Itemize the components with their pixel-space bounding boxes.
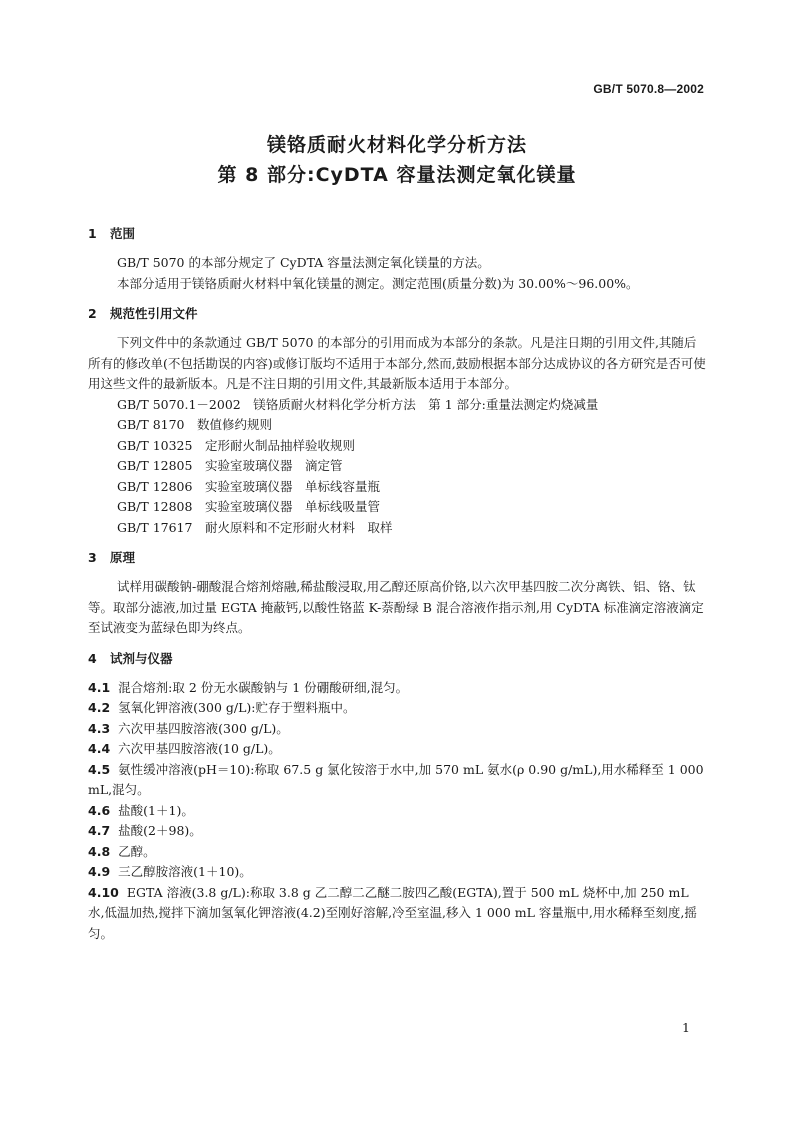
standard-number: GB/T 5070.8—2002	[593, 82, 704, 96]
section-number: 2	[88, 306, 97, 321]
document-body	[88, 225, 708, 944]
clause-number: 4.1	[88, 679, 111, 695]
document-title	[0, 130, 794, 190]
section-heading-normative-references	[88, 305, 708, 323]
clause-number: 4.9	[88, 864, 111, 879]
clause-number: 4.5	[88, 761, 111, 777]
reagent-list	[88, 678, 708, 945]
reagent-item	[88, 698, 708, 719]
clause-text: 盐酸(2＋98)。	[118, 823, 202, 838]
reference-item: GB/T 12805 实验室玻璃仪器 滴定管	[117, 458, 343, 473]
reagent-item	[88, 821, 708, 842]
clause-number: 4.2	[88, 700, 111, 715]
reagent-item	[88, 862, 708, 883]
reagent-item	[88, 678, 708, 699]
scope-paragraph-2: 本部分适用于镁铬质耐火材料中氧化镁量的测定。测定范围(质量分数)为 30.00%～96.00%。	[117, 275, 639, 291]
clause-number: 4.3	[88, 720, 111, 736]
references-intro: 下列文件中的条款通过 GB/T 5070 的本部分的引用而成为本部分的条款。凡是注日期的引用文件,其随后所有的修改单(不包括勘误的内容)或修订版均不适用于本部分,然而,鼓励根据本部分达成协议的各方研究是否可使用这些文件的最新版本。凡是不注日期的引用文件,其最新版本适用于本部分。	[88, 335, 706, 391]
clause-text: 盐酸(1＋1)。	[118, 802, 194, 818]
clause-text: 氢氧化钾溶液(300 g/L):贮存于塑料瓶中。	[118, 700, 356, 715]
title-line-2: 第 8 部分:CyDTA 容量法测定氧化镁量	[217, 164, 577, 186]
reagent-item	[88, 719, 708, 740]
reference-item: GB/T 12808 实验室玻璃仪器 单标线吸量管	[117, 499, 380, 514]
section-title: 原理	[110, 550, 136, 565]
section-heading-reagents-apparatus	[88, 650, 708, 668]
clause-text: EGTA 溶液(3.8 g/L):称取 3.8 g 乙二醇二乙醚二胺四乙酸(EGTA),置于 500 mL 烧杯中,加 250 mL 水,低温加热,搅拌下滴加氢氧化钾溶液(4.2)至刚好溶解,冷至室温,移入 1 000 mL 容量瓶中,用水稀释至刻度,摇匀。	[88, 884, 697, 941]
reference-item: GB/T 5070.1－2002 镁铬质耐火材料化学分析方法 第 1 部分:重量法测定灼烧减量	[117, 396, 599, 412]
scope-paragraph-1: GB/T 5070 的本部分规定了 CyDTA 容量法测定氧化镁量的方法。	[117, 255, 490, 270]
section-number: 3	[88, 550, 97, 565]
clause-text: 氨性缓冲溶液(pH＝10):称取 67.5 g 氯化铵溶于水中,加 570 mL 氨水(ρ 0.90 g/mL),用水稀释至 1 000 mL,混匀。	[88, 761, 704, 797]
clause-number: 4.8	[88, 843, 111, 859]
clause-text: 混合熔剂:取 2 份无水碳酸钠与 1 份硼酸研细,混匀。	[118, 679, 409, 695]
reagent-item	[88, 739, 708, 760]
page-number: 1	[682, 1020, 690, 1035]
reference-item: GB/T 10325 定形耐火制品抽样验收规则	[117, 437, 355, 453]
clause-number: 4.10	[88, 884, 119, 900]
reference-item: GB/T 17617 耐火原料和不定形耐火材料 取样	[117, 519, 393, 535]
section-title: 范围	[110, 226, 136, 241]
clause-text: 六次甲基四胺溶液(300 g/L)。	[118, 720, 289, 736]
section-heading-scope	[88, 225, 708, 243]
reagent-item	[88, 842, 708, 863]
reagent-item	[88, 801, 708, 822]
clause-number: 4.7	[88, 823, 111, 838]
section-heading-principle	[88, 549, 708, 567]
clause-number: 4.6	[88, 802, 111, 818]
principle-paragraph: 试样用碳酸钠-硼酸混合熔剂熔融,稀盐酸浸取,用乙醇还原高价铬,以六次甲基四胺二次分离铁、铝、铬、钛等。取部分滤液,加过量 EGTA 掩蔽钙,以酸性铬蓝 K-萘酚绿 B 混合溶液作指示剂,用 CyDTA 标准滴定溶液滴定至试液变为蓝绿色即为终点。	[88, 579, 704, 635]
reagent-item	[88, 760, 708, 801]
clause-text: 六次甲基四胺溶液(10 g/L)。	[118, 741, 281, 756]
section-number: 1	[88, 226, 97, 241]
reference-item: GB/T 12806 实验室玻璃仪器 单标线容量瓶	[117, 478, 380, 494]
section-title: 规范性引用文件	[110, 306, 198, 321]
section-title: 试剂与仪器	[110, 650, 173, 666]
section-number: 4	[88, 650, 97, 666]
reagent-item	[88, 883, 708, 945]
reference-item: GB/T 8170 数值修约规则	[117, 417, 273, 432]
clause-text: 乙醇。	[118, 843, 156, 859]
clause-number: 4.4	[88, 741, 111, 756]
title-line-1: 镁铬质耐火材料化学分析方法	[266, 134, 527, 156]
reference-list	[88, 395, 708, 539]
clause-text: 三乙醇胺溶液(1＋10)。	[118, 864, 252, 879]
